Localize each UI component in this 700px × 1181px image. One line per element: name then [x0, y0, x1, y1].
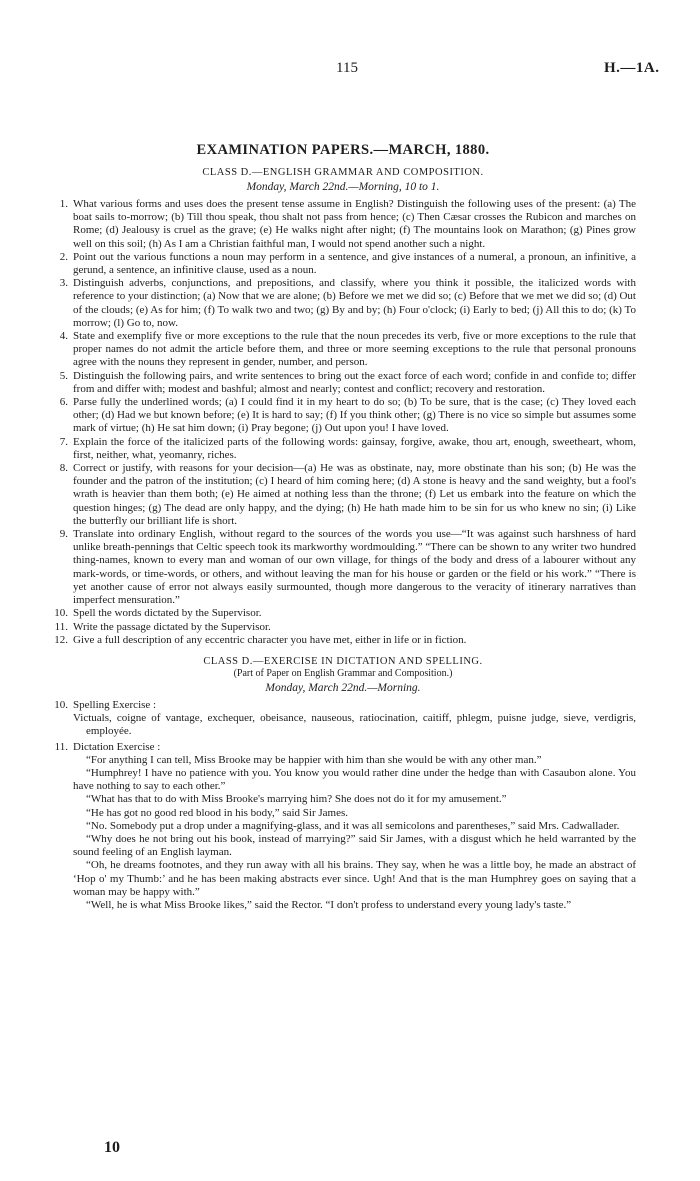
question-item [50, 370, 636, 396]
dictation-paragraph: “Well, he is what Miss Brooke likes,” said the Rector. “I don't profess to understand every young lady's taste.” [86, 898, 572, 911]
question-number: 11. [54, 620, 68, 633]
question-item [50, 396, 636, 436]
question-text: Explain the force of the italicized parts of the following words: gainsay, forgive, awake, thou art, enough, sweetheart, whom, first, neither, what, yeomanry, riches. [73, 435, 636, 461]
section-subheading: (Part of Paper on English Grammar and Composition.) [233, 667, 453, 679]
page-header [0, 60, 700, 82]
question-number: 11. [54, 740, 68, 753]
question-number: 7. [59, 435, 68, 448]
question-number: 4. [59, 330, 68, 343]
document-reference: H.—1A. [604, 60, 660, 76]
question-item [50, 330, 636, 370]
spelling-exercise-heading [50, 699, 636, 712]
dictation-paragraph: “Why does he not bring out his book, instead of marrying?” said Sir James, with a disgust which he held warranted by the sound feeling of an English layman. [73, 832, 636, 859]
question-text: Translate into ordinary English, without regard to the sources of the words you use—“It was against such harshness of hard unlike breath-pennings that Celtic speech took its markworthy wordmoulding.” “There can be shown to any writer two hundred thing-names, known to every man and woman of our own village, for things of the body and dress of a labourer without any mark-words, or time-words, or others, and without leaving the man for his house or garden or the field or his work.” “There is yet another cause of error not always easily surmounted, though more dangerous to the veracity of itinerary narratives than imperfect mensuration.” [73, 528, 636, 607]
question-text: Give a full description of any eccentric character you have met, either in life or in fiction. [73, 633, 467, 646]
question-text: Correct or justify, with reasons for your decision—(a) He was as obstinate, nay, more obstinate than his son; (b) He was the founder and the patron of the institution; (c) I heard of him coming here; (d) A stone is heavy and the sand weighty, but a fool's wrath is heavier than them both; (e) He aimed at nothing less than the throne; (f) Let us embark into the feature on which the question hinges; (g) The dead are only happy, and the dying; (h) He hath made him to be sin for us who knew no sin; (i) Like the butterfly our brilliant life is short. [73, 462, 636, 527]
question-item [50, 198, 636, 251]
spelling-exercise-label: Spelling Exercise : [73, 698, 157, 711]
printer-signature-mark: 10 [104, 1139, 120, 1156]
question-number: 3. [59, 277, 68, 290]
question-item [50, 436, 636, 462]
question-text: Parse fully the underlined words; (a) I could find it in my heart to do so; (b) To be sure, that is the case; (c) They loved each other; (d) Had we but known before; (e) It is hard to say; (f) If you think other; (g) There is no vice so simple but assumes some mark of virtue; (h) He sat him down; (i) Pray begone; (j) Out upon you! I have loved. [73, 396, 636, 435]
question-text: Point out the various functions a noun may perform in a sentence, and give instances of a numeral, a pronoun, an infinitive, a gerund, a sentence, an infinitive clause, used as a noun. [73, 250, 636, 277]
question-text: State and exemplify five or more exceptions to the rule that the noun precedes its verb, five or more exceptions to the rule that proper names do not admit the article before them, and three or more seeming exceptions to the rule that personal pronouns agree with the nouns they represent in gender, number, and person. [73, 330, 636, 369]
question-number: 2. [59, 250, 68, 263]
question-text: Distinguish the following pairs, and write sentences to bring out the exact force of each word; confide in and confide to; differ from and differ with; modest and bashful; almost and nearly; contest and conflict; recovery and restoration. [73, 369, 636, 395]
question-text: Spell the words dictated by the Supervisor. [73, 607, 262, 620]
question-item [50, 607, 636, 620]
section-date: Monday, March 22nd.—Morning. [265, 681, 421, 694]
page-title: EXAMINATION PAPERS.—MARCH, 1880. [196, 142, 490, 158]
dictation-paragraph: “Oh, he dreams footnotes, and they run away with all his brains. They say, when he was a little boy, he made an abstract of ‘Hop o' my Thumb:’ and he has been making abstracts ever since. Ugh! And that is the man Humphrey goes on saying that a woman may be happy with.” [73, 859, 636, 898]
question-text: What various forms and uses does the present tense assume in English? Distinguish the following uses of the present: (a) The boat sails to-morrow; (b) Till thou speak, thou shalt not pass from hence; (c) Then Cæsar crosses the Rubicon and marches on Rome; (d) Jealousy is cruel as the grave; (e) He walks night after night; (f) The mountains look on Marathon; (g) Pines grow well on this soil; (h) As I am a Christian faithful man, I would not spend another such a night. [73, 198, 636, 250]
question-number: 10. [54, 607, 68, 620]
question-item [50, 462, 636, 528]
page-number: 115 [336, 60, 358, 76]
question-text: Distinguish adverbs, conjunctions, and prepositions, and classify, where you think it possible, the italicized words with reference to your distinction; (a) Now that we are alone; (b) Before we met we did so; (c) Before that we met we did so; (d) Out of the clouds; (e) As for him; (f) To walk two and two; (g) By and by; (h) Four o'clock; (i) Early to bed; (j) All this to do; (k) To morrow; (l) Go to, now. [73, 277, 636, 329]
spelling-words: Victuals, coigne of vantage, exchequer, obeisance, nauseous, ratiocination, caitiff, phlegm, puisne judge, sieve, verdigris, employée. [73, 712, 636, 738]
question-item [50, 634, 636, 647]
section-heading: CLASS D.—EXERCISE IN DICTATION AND SPELLING. [203, 655, 483, 667]
question-number: 6. [59, 396, 68, 409]
page-content [50, 142, 636, 912]
question-number: 10. [54, 698, 68, 711]
dictation-passage [50, 754, 636, 912]
question-number: 1. [59, 198, 68, 210]
question-item [50, 621, 636, 634]
question-item [50, 251, 636, 277]
dictation-paragraph: “He has got no good red blood in his body,” said Sir James. [86, 806, 349, 819]
dictation-exercise-label: Dictation Exercise : [73, 740, 161, 753]
section-heading: CLASS D.—ENGLISH GRAMMAR AND COMPOSITION. [202, 167, 484, 178]
grammar-composition-section [50, 167, 636, 647]
dictation-spelling-section [50, 656, 636, 912]
dictation-paragraph: “No. Somebody put a drop under a magnifying-glass, and it was all semicolons and parentheses,” said Mrs. Cadwallader. [86, 819, 620, 832]
dictation-paragraph: “Humphrey! I have no patience with you. You know you would rather dine under the hedge than with Casaubon alone. You have nothing to say to each other.” [73, 766, 636, 793]
question-list [50, 198, 636, 647]
section-date: Monday, March 22nd.—Morning, 10 to 1. [246, 181, 440, 193]
question-item [50, 277, 636, 330]
question-number: 12. [54, 633, 68, 646]
question-number: 5. [59, 369, 68, 382]
dictation-paragraph: “What has that to do with Miss Brooke's marrying him? She does not do it for my amusement.” [86, 793, 507, 806]
question-number: 8. [59, 462, 68, 475]
question-item [50, 528, 636, 607]
question-number: 9. [59, 528, 68, 541]
question-text: Write the passage dictated by the Supervisor. [73, 620, 271, 633]
dictation-paragraph: “For anything I can tell, Miss Brooke may be happier with him than she would be with any other man.” [86, 753, 542, 766]
dictation-exercise-heading [50, 741, 636, 754]
